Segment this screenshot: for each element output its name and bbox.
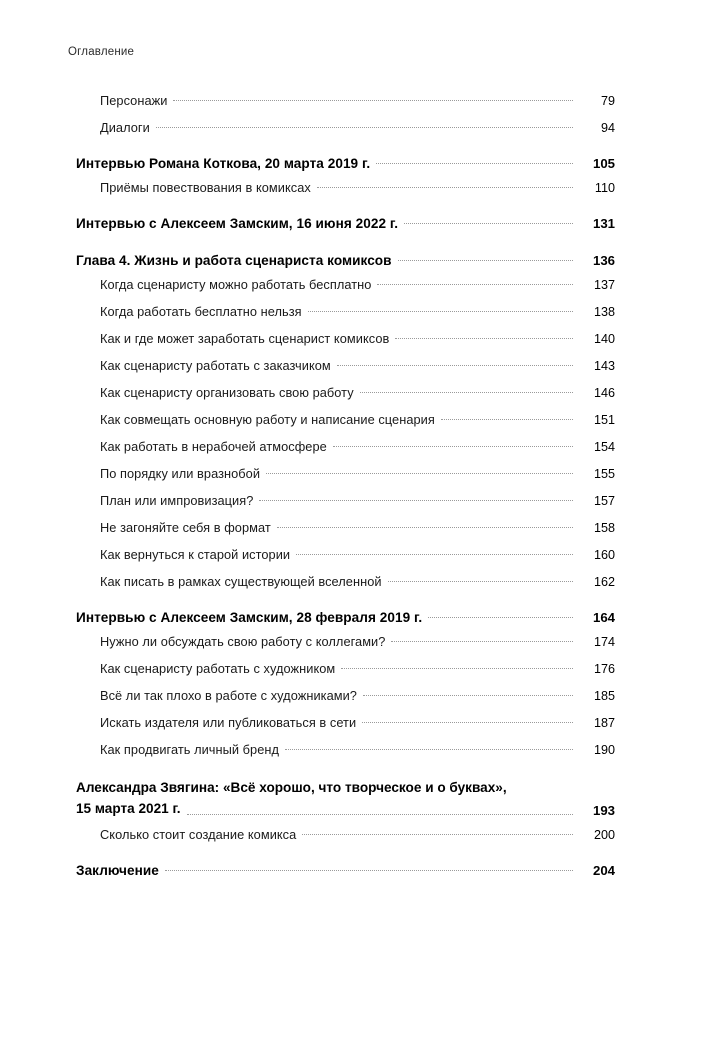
toc-entry[interactable]: [68, 357, 615, 375]
toc-leader-dots: [266, 472, 573, 474]
toc-leader-dots: [377, 283, 573, 285]
toc-entry[interactable]: [68, 660, 615, 678]
toc-leader-dots: [165, 869, 573, 871]
toc-leader-dots: [308, 310, 573, 312]
toc-entry-title: Как сценаристу работать с заказчиком: [100, 358, 331, 374]
toc-leader-dots: [391, 640, 573, 642]
toc-entry-title-line2: 15 марта 2021 г.: [76, 801, 181, 817]
toc-leader-dots: [441, 418, 573, 420]
toc-entry-title: Интервью с Алексеем Замским, 28 февраля 2019 г.: [76, 610, 423, 626]
toc-leader-dots: [187, 813, 573, 815]
toc-entry-page: 185: [593, 689, 615, 704]
toc-entry[interactable]: [68, 519, 615, 537]
toc-leader-dots: [285, 748, 573, 750]
toc-leader-dots: [362, 721, 573, 723]
toc-entry-title: Сколько стоит создание комикса: [100, 826, 297, 842]
toc-leader-dots: [360, 391, 573, 393]
toc-entry[interactable]: [68, 384, 615, 402]
toc-entry-page: 146: [593, 386, 615, 401]
toc-entry-page: 193: [592, 802, 615, 818]
toc-entry-page: 187: [593, 716, 615, 731]
toc-entry-page: 110: [594, 181, 615, 196]
toc-leader-dots: [376, 162, 573, 164]
toc-entry-page: 143: [593, 359, 615, 374]
toc-leader-dots: [363, 694, 573, 696]
toc-entry-title: По порядку или вразнобой: [100, 466, 261, 482]
toc-leader-dots: [173, 99, 573, 101]
toc-entry-title: Как продвигать личный бренд: [100, 742, 280, 758]
toc-entry[interactable]: [68, 573, 615, 591]
toc-entry-page: 138: [593, 305, 615, 320]
toc-entry-title: Как вернуться к старой истории: [100, 547, 291, 563]
toc-entry-page: 176: [593, 662, 615, 677]
toc-leader-dots: [317, 186, 573, 188]
toc-entry-title: Всё ли так плохо в работе с художниками?: [100, 688, 357, 704]
toc-entry-page: 155: [593, 467, 615, 482]
toc-entry[interactable]: [68, 411, 615, 429]
toc-entry-title: Персонажи: [100, 93, 168, 108]
toc-entry-title: Нужно ли обсуждать свою работу с коллегами?: [100, 634, 386, 650]
toc-entry-title: Как сценаристу организовать свою работу: [100, 385, 354, 401]
toc-entry-title: Когда сценаристу можно работать бесплатно: [100, 277, 372, 293]
toc-entry-page: 137: [593, 278, 615, 293]
toc-entry-title: Приёмы повествования в комиксах: [100, 180, 311, 196]
toc-leader-dots: [156, 126, 573, 128]
toc-entry[interactable]: [68, 777, 615, 819]
toc-leader-dots: [277, 526, 573, 528]
toc-entry-title: Как писать в рамках существующей вселенной: [100, 574, 382, 590]
toc-entry-page: 157: [593, 494, 615, 509]
toc-leader-dots: [341, 667, 573, 669]
toc-leader-dots: [404, 222, 573, 224]
toc-entry-title: Интервью Романа Коткова, 20 марта 2019 г.: [76, 156, 371, 171]
toc-entry-title: План или импровизация?: [100, 493, 254, 509]
toc-entry-page: 131: [592, 216, 615, 232]
toc-entry-title: Не загоняйте себя в формат: [100, 520, 271, 536]
toc-leader-dots: [428, 616, 573, 618]
toc-entry[interactable]: [68, 215, 615, 233]
toc-entry[interactable]: [68, 687, 615, 705]
toc-entry-page: 79: [600, 94, 615, 108]
toc-entry[interactable]: [68, 633, 615, 651]
toc-leader-dots: [333, 445, 573, 447]
toc-entry-page: 204: [592, 862, 615, 878]
toc-leader-dots: [398, 259, 573, 261]
toc-entry[interactable]: [68, 714, 615, 732]
toc-entry-page: 162: [593, 575, 615, 590]
toc-entry[interactable]: [68, 252, 615, 270]
toc-leader-dots: [259, 499, 573, 501]
toc-entry-title: Глава 4. Жизнь и работа сценариста комиксов: [76, 252, 392, 268]
toc-entry-title: Искать издателя или публиковаться в сети: [100, 715, 357, 731]
toc-leader-dots: [337, 364, 573, 366]
toc-entry-title: Диалоги: [100, 120, 150, 135]
toc-entry-title: Как совмещать основную работу и написание сценария: [100, 412, 435, 428]
toc-entry[interactable]: [68, 438, 615, 456]
toc-entry[interactable]: [68, 276, 615, 294]
toc-entry[interactable]: [68, 465, 615, 483]
toc-entry-page: 105: [592, 156, 615, 171]
table-of-contents: [68, 92, 615, 880]
toc-entry-page: 200: [593, 827, 615, 842]
toc-entry-title: Как сценаристу работать с художником: [100, 661, 336, 677]
toc-entry-page: 190: [593, 743, 615, 758]
toc-entry-page: 160: [593, 548, 615, 563]
running-head: Оглавление: [68, 46, 135, 58]
toc-entry-page: 154: [593, 440, 615, 455]
toc-entry-title: Когда работать бесплатно нельзя: [100, 304, 302, 320]
toc-entry[interactable]: [68, 92, 615, 110]
toc-entry[interactable]: [68, 609, 615, 627]
toc-entry[interactable]: [68, 119, 615, 137]
toc-entry-page: 164: [592, 610, 615, 626]
toc-entry-page: 140: [593, 332, 615, 347]
toc-entry-title: Заключение: [76, 862, 159, 878]
toc-entry-page: 174: [593, 635, 615, 650]
toc-entry-page: 136: [592, 252, 615, 268]
toc-entry[interactable]: [68, 179, 615, 197]
toc-entry-title: Как работать в нерабочей атмосфере: [100, 439, 327, 455]
toc-entry-page: 94: [600, 121, 615, 135]
toc-entry[interactable]: [68, 492, 615, 510]
toc-entry[interactable]: [68, 330, 615, 348]
toc-entry[interactable]: [68, 155, 615, 173]
toc-entry-title-line1: Александра Звягина: «Всё хорошо, что творческое и о буквах»,: [76, 780, 507, 796]
toc-entry[interactable]: [68, 741, 615, 759]
toc-leader-dots: [388, 580, 573, 582]
toc-entry-page: 151: [593, 413, 615, 428]
toc-entry[interactable]: [68, 826, 615, 844]
toc-entry-title: Интервью с Алексеем Замским, 16 июня 2022 г.: [76, 216, 399, 232]
toc-entry[interactable]: [68, 303, 615, 321]
toc-leader-dots: [296, 553, 573, 555]
toc-leader-dots: [302, 833, 573, 835]
toc-entry-title: Как и где может заработать сценарист комиксов: [100, 331, 390, 347]
toc-entry[interactable]: [68, 546, 615, 564]
toc-entry-page: 158: [593, 521, 615, 536]
toc-leader-dots: [395, 337, 573, 339]
toc-entry[interactable]: [68, 862, 615, 880]
